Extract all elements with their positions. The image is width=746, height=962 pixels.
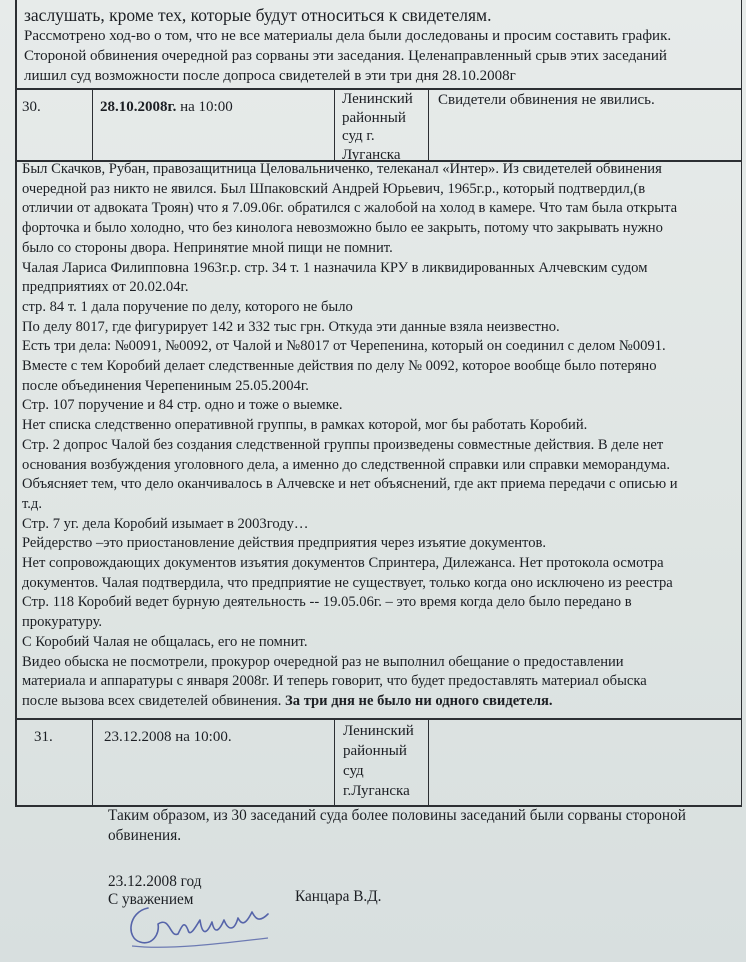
text-line: предприятиях от 20.02.04г. [22,279,189,296]
row30-court [342,90,413,164]
closing-phrase: С уважением [108,891,194,908]
text-line: Рассмотрено ход-во о том, что не все материалы дела были доследованы и просим составить график. [24,28,672,44]
text-line: Рейдерство –это приостановление действия предприятия через изъятие документов. [22,535,547,552]
text-line: Стр. 118 Коробий ведет бурную деятельность -- 19.05.06г. – это время когда дело было передано в [22,594,632,611]
text-line: Есть три дела: №0091, №0092, от Чалой и №8017 от Черепенина, который он соединил с делом №0091. [22,338,666,355]
row30-divider [92,88,93,160]
session-notes [22,160,744,712]
conclusion-text [108,806,728,846]
row30-date: 28.10.2008г. [100,99,177,115]
text-line: заслушать, кроме тех, которые будут относиться к свидетелям. [24,5,492,25]
text-line: Был Скачков, Рубан, правозащитница Целовальниченко, телеканал «Интер». Из свидетелей обвинения [22,161,662,177]
text-line: стр. 84 т. 1 дала поручение по делу, которого не было [22,298,353,315]
text-line: Нет списка следственно оперативной группы, в рамках которой, мог бы работать Коробий. [22,417,588,434]
text-line: основания возбуждения уголовного дела, а именно до следственной справки или справки меморандума. [22,456,671,473]
text-line: было со стороны двора. Непринятие мной пищи не помнит. [22,239,393,256]
text-line: прокуратуру. [22,614,103,631]
row30-datetime [100,97,233,117]
text-line: отличии от адвоката Троян) что я 7.09.06г. обратился с жалобой на холод в камере. Что там была открыта [22,200,678,217]
text-line: форточка и было холодно, что без кинолога невозможно было ее закрыть, потому что закрывать нужно [22,220,663,237]
emphasis-text: За три дня не было ни одного свидетеля. [285,692,553,709]
signature-date: 23.12.2008 год [108,873,202,890]
text-line: Нет сопровождающих документов изъятия документов Спринтера, Дилежанса. Нет протокола осмотра [22,555,664,572]
row30-divider [334,88,335,160]
row30-number: 30. [22,99,41,115]
table-left-border [15,0,17,806]
row31-datetime: 23.12.2008 на 10:00. [104,729,232,745]
text-line: очередной раз никто не явился. Был Шпаковский Андрей Юрьевич, 1965г.р., который подтвердил,(в [22,180,646,197]
text-line: лишил суд возможности после допроса свидетелей в эти три дня 28.10.2008г [24,68,516,84]
court-line: Луганска [342,146,401,163]
court-line: г.Луганска [343,783,410,799]
row31-divider [92,718,93,806]
conclusion-line: Таким образом, из 30 заседаний суда более половины заседаний были сорваны стороной [108,807,686,824]
court-line: суд г. [342,128,375,144]
row31-divider [334,718,335,806]
text-line: Вместе с тем Коробий делает следственные действия по делу № 0092, которое вообще было потеряно [22,358,657,375]
row30-time: на 10:00 [176,99,233,115]
text-line: материала и аппаратуры с января 2008г. И теперь говорит, что будет предоставлять материал обыска [22,673,647,690]
row31-top-border [15,718,742,720]
court-line: районный [342,109,406,126]
text-line: документов. Чалая подтвердила, что предприятие не существует, только когда оно исключено из реестра [22,574,673,591]
text-line: Стр. 107 поручение и 84 стр. одно и тоже о выемке. [22,397,343,414]
court-line: Ленинский [342,91,413,107]
court-line: районный [343,743,407,759]
court-line: Ленинский [343,723,414,739]
top-continuation-text [24,4,742,86]
court-line: суд [343,763,364,779]
row31-court [343,721,414,801]
text-line: после объединения Черепениным 25.05.2004г. [22,377,309,394]
text-line [22,692,744,712]
text-line: Чалая Лариса Филипповна 1963г.р. стр. 34 т. 1 назначила КРУ в ликвидированных Алчевским судом [22,259,648,276]
signer-name: Канцара В.Д. [295,888,382,905]
text-span: после вызова всех свидетелей обвинения. [22,692,286,709]
text-line: С Коробий Чалая не общалась, его не помнит. [22,633,308,650]
text-line: Объясняет тем, что дело оканчивалось в Алчевске и нет объяснений, где акт приема передачи с описью и [22,476,678,493]
row31-divider [428,718,429,806]
text-line: Стороной обвинения очередной раз сорваны эти заседания. Целенаправленный срыв этих заседаний [24,48,667,64]
row30-note: Свидетели обвинения не явились. [438,92,655,108]
text-line: Стр. 2 допрос Чалой без создания следственной группы произведены совместные действия. В деле нет [22,436,664,453]
text-line: Видео обыска не посмотрели, прокурор очередной раз не выполнил обещание о предоставлении [22,653,624,670]
row30-divider [428,88,429,160]
text-line: По делу 8017, где фигурирует 142 и 332 тыс грн. Откуда эти данные взяла неизвестно. [22,318,560,335]
text-line: Стр. 7 уг. дела Коробий изымает в 2003году… [22,515,309,532]
row31-number: 31. [34,729,53,745]
conclusion-line: обвинения. [108,827,182,844]
text-line: т.д. [22,495,43,512]
handwritten-signature [118,890,278,960]
